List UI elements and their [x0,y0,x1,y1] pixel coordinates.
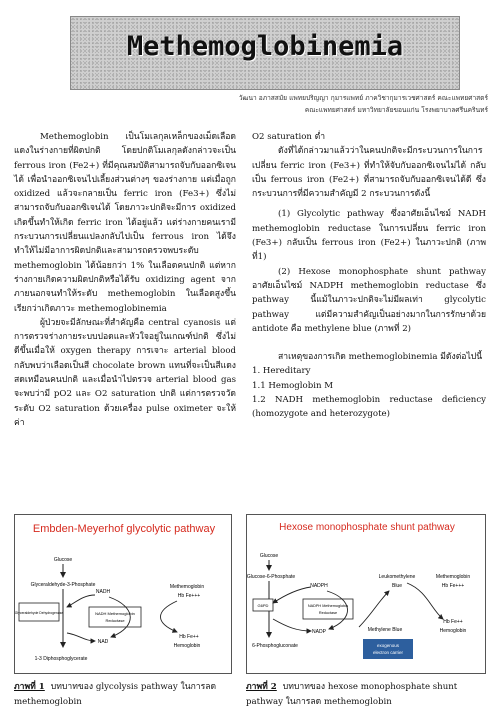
cause-item-hemoglobin-m: 1.1 Hemoglobin M [252,380,334,391]
phosphogluconate-label: 6-Phosphogluconate [252,643,298,649]
figure-1-caption-text: บทบาทของ glycolysis pathway ในการลด methemoglobin [14,682,217,707]
nad-label: NAD [97,639,109,645]
glucose-label: Glucose [259,553,279,559]
figure-1-caption [14,680,239,710]
nadph-label: NADPH [310,583,328,589]
figure-2-caption-text: บทบาทของ hexose monophosphate shunt pathway ในการลด methemoglobin [246,682,458,707]
cause-item-reductase-deficiency: 1.2 NADH methemoglobin reductase deficiency (homozygote and heterozygote) [252,395,486,420]
causes-heading: สาเหตุของการเกิด methemoglobinemia มีดังต่อไปนี้ [278,352,483,363]
paragraph-pathways: ดังที่ได้กล่าวมาแล้วว่าในคนปกติจะมีกระบวนการในการเปลี่ยน ferric iron (Fe3+) ที่ทำให้จับกับออกซิเจนไม่ได้ กลับเป็น ferrous iron (Fe2+) ที่สามารถจับกับออกซิเจนได้ดี ซึ่งกระบวนการที่มีความสำคัญมี 2 กระบวนการดังนี้ [252,146,486,200]
hb-ferric-label: Hb Fe+++ [177,593,201,599]
methylene-blue-label: Methylene Blue [367,627,403,633]
exogenous-label-1: exogenous [376,643,400,648]
nadph-reductase-box [303,599,353,619]
figure-hexose-shunt-pathway [246,514,486,674]
nadh-label: NADH [95,589,111,595]
g6p-label: Glucose-6-Phosphate [247,574,296,580]
reductase-label-1: NADH Methemoglobin [95,611,135,616]
hemoglobin-label: Hemoglobin [173,643,201,649]
paragraph-hexose: (2) Hexose monophosphate shunt pathway อาศัยเอ็นไซม์ NADPH methemoglobin reductase ซึ่ง pathway นี้แม้ในภาวะปกติจะไม่มีผลเท่า glycolytic pathway แต่มีความสำคัญเป็นอย่างมากในการรักษาด้วย antidote คือ methylene blue (ภาพที่ 2) [252,266,486,334]
figure-2-caption-label: ภาพที่ 2 [246,682,277,692]
nadph-cycle-arrow [273,619,311,631]
nadp-label: NADP [312,629,326,635]
figure-1-caption-label: ภาพที่ 1 [14,682,45,692]
reductase-label-2: Reductase [105,618,125,623]
nadph-reductase-label-2: Reductase [318,611,338,615]
glucose-label: Glucose [53,557,73,563]
nad-cycle-arrow [67,595,95,607]
nadph-reductase-label-1: NADPH Methemoglobin [307,604,349,608]
figure-2-caption [246,680,486,710]
reductase-box [89,607,141,627]
hb-ferrous-label: Hb Fe++ [179,634,199,640]
methemoglobin-reduction-arrow [161,601,178,632]
figure-2-title: Hexose monophosphate shunt pathway [279,522,455,533]
cause-item-hereditary: 1. Hereditary [252,366,311,377]
page-title: Methemoglobinemia [126,31,404,62]
methemoglobin-reduction-arrow [407,583,443,619]
figure-glycolytic-pathway [14,514,232,674]
methemoglobin-label: Methemoglobin [435,574,471,580]
dehydrogenase-label: Glyceraldehyde Dehydrogenase [15,611,64,615]
affiliation-line: คณะแพทยศาสตร์ มหาวิทยาลัยขอนแก่น โรงพยาบาลศรีนครินทร์ [304,106,488,114]
blue-label: Blue [391,583,403,589]
methylene-cycle-arrow [359,591,389,627]
nadh-cycle-arrow [67,633,95,641]
paragraph-intro: Methemoglobin เป็นโมเลกุลเหล็กของเม็ดเลือดแดงในร่างกายที่ผิดปกติ โดยปกติโมเลกุลดังกล่าวจะเป็น ferrous iron (Fe2+) ที่มีคุณสมบัติสามารถจับกับออกซิเจนได้ เพื่อนำออกซิเจนไปเลี้ยงส่วนต่างๆ ของร่างกาย แต่เมื่อถูก oxidized แล้วจะกลายเป็น ferric iron (Fe3+) ซึ่งไม่สามารถจับกับออกซิเจนได้ โดยภาวะปกติจะมีการ oxidized เกิดขึ้นทำให้เกิด ferric iron ได้อยู่แล้ว แต่ร่างกายคนเรามีกระบวนการเปลี่ยนแปลงกลับไปเป็น ferrous iron ได้จึงทำให้ไม่มีอาการผิดปกติและสามารถตรวจพบระดับ methemoglobin ได้น้อยกว่า 1% ในเลือดคนปกติ แต่หากร่างกายเกิดความผิดปกติหรือได้รับ oxidizing agent จากภายนอกจนทำให้ระดับ methemoglobin ในเลือดสูงขึ้นเรียกว่าเกิดภาวะ methemoglobinemia [14,132,236,314]
leukomethylene-label: Leukomethylene [378,574,416,580]
exogenous-label-2: electron carrier [372,650,404,655]
figure-1-title: Embden-Meyerhof glycolytic pathway [32,523,216,535]
hb-ferrous-label: Hb Fe++ [443,619,463,625]
author-line: วัฒนา อภาสสมัย แพทยปริญญา กุมารแพทย์ ภาควิชากุมารเวชศาสตร์ คณะแพทยศาสตร์ [238,94,488,102]
right-column [252,130,486,422]
methemoglobin-label: Methemoglobin [169,584,205,590]
paragraph-continuation: O2 saturation ต่ำ [252,132,326,142]
left-column [14,130,236,430]
paragraph-symptoms: ผู้ป่วยจะมีลักษณะที่สำคัญคือ central cyanosis แต่การตรวจร่างกายระบบปอดและหัวใจอยู่ในเกณฑ์ปกติ ซึ่งไม่ดีขึ้นเมื่อให้ oxygen therapy การเจาะ arterial blood กลับพบว่าเลือดเป็นสี chocolate brown แทนที่จะเป็นสีแดงสดเหมือนคนปกติ และเมื่อนำไปตรวจ arterial blood gas จะพบว่ามี pO2 และ O2 saturation ปกติ แต่การตรวจวัดระดับ O2 saturation ด้วยเครื่อง pulse oximeter จะให้ค่า [14,317,236,428]
title-banner [70,16,460,90]
hb-ferric-label: Hb Fe+++ [441,583,465,589]
exogenous-carrier-box [363,639,413,659]
diphosphoglycerate-label: 1-3 Diphosphoglycerate [34,656,88,662]
paragraph-glycolytic: (1) Glycolytic pathway ซึ่งอาศัยเอ็นไซม์ NADH methemoglobin reductase ในการเปลี่ยน ferric iron (Fe3+) กลับเป็น ferrous iron (Fe2+) ในภาวะปกติ (ภาพที่1) [252,209,486,263]
g3p-label: Glyceraldehyde-3-Phosphate [30,582,96,588]
hemoglobin-label: Hemoglobin [439,628,467,634]
g6pd-label: G6PD [257,603,269,608]
